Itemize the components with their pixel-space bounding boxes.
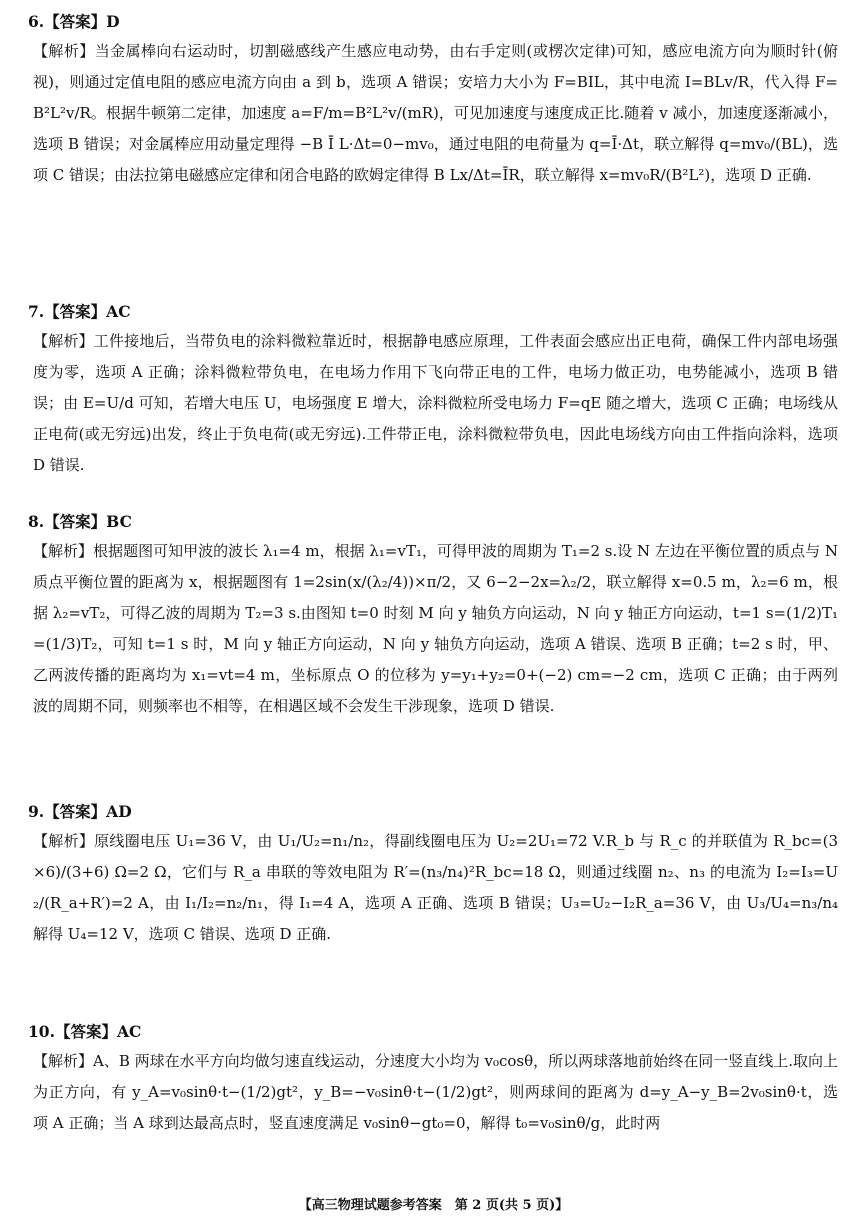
answer-label-q10: 10.【答案】AC: [28, 1022, 142, 1041]
answer-label-q9: 9.【答案】AD: [28, 802, 132, 821]
explanation-q9: 【解析】原线圈电压 U₁=36 V，由 U₁/U₂=n₁/n₂，得副线圈电压为 U₂=2U₁=72 V.R_b 与 R_c 的并联值为 R_bc=(3×6)/(3+6) Ω=2 Ω，它们与 R_a 串联的等效电阻为 R′=(n₃/n₄)²R_bc=18 Ω，则通过线圈 n₂、n₃ 的电流为 I₂=I₃=U₂/(R_a+R′)=2 A，由 I₁/I₂=n₂/n₁，得 I₁=4 A，选项 A 正确、选项 B 错误；U₃=U₂−I₂R_a=36 V，由 U₃/U₄=n₃/n₄ 解得 U₄=12 V，选项 C 错误、选项 D 正确.: [33, 832, 838, 943]
explanation-q7: 【解析】工件接地后，当带负电的涂料微粒靠近时，根据静电感应原理，工件表面会感应出正电荷，确保工件内部电场强度为零，选项 A 正确；涂料微粒带负电，在电场力作用下飞向带正电的工件，电场力做正功，电势能减小，选项 B 错误；由 E=U/d 可知，若增大电压 U，电场强度 E 增大，涂料微粒所受电场力 F=qE 随之增大，选项 C 正确；电场线从正电荷(或无穷远)出发，终止于负电荷(或无穷远).工件带正电，涂料微粒带负电，因此电场线方向由工件指向涂料，选项 D 错误.: [33, 332, 838, 474]
explanation-q10: 【解析】A、B 两球在水平方向均做匀速直线运动，分速度大小均为 v₀cosθ，所以两球落地前始终在同一竖直线上.取向上为正方向，有 y_A=v₀sinθ·t−(1/2)gt²，y_B=−v₀sinθ·t−(1/2)gt²，则两球间的距离为 d=y_A−y_B=2v₀sinθ·t，选项 A 正确；当 A 球到达最高点时，竖直速度满足 v₀sinθ−gt₀=0，解得 t₀=v₀sinθ/g，此时两: [33, 1052, 838, 1132]
explanation-q8: 【解析】根据题图可知甲波的波长 λ₁=4 m，根据 λ₁=vT₁，可得甲波的周期为 T₁=2 s.设 N 左边在平衡位置的质点与 N 质点平衡位置的距离为 x，根据题图有 1=2sin(x/(λ₂/4))×π/2，又 6−2−2x=λ₂/2，联立解得 x=0.5 m，λ₂=6 m，根据 λ₂=vT₂，可得乙波的周期为 T₂=3 s.由图知 t=0 时刻 M 向 y 轴负方向运动，N 向 y 轴正方向运动，t=1 s=(1/2)T₁=(1/3)T₂，可知 t=1 s 时，M 向 y 轴正方向运动，N 向 y 轴负方向运动，选项 A 错误、选项 B 正确；t=2 s 时，甲、乙两波传播的距离均为 x₁=vt=4 m，坐标原点 O 的位移为 y=y₁+y₂=0+(−2) cm=−2 cm，选项 C 正确；由于两列波的周期不同，则频率也不相等，在相遇区域不会发生干涉现象，选项 D 错误.: [33, 542, 838, 715]
explanation-q6: 【解析】当金属棒向右运动时，切割磁感线产生感应电动势，由右手定则(或楞次定律)可知，感应电流方向为顺时针(俯视)，则通过定值电阻的感应电流方向由 a 到 b，选项 A 错误；安培力大小为 F=BIL，其中电流 I=BLv/R，代入得 F=B²L²v/R。根据牛顿第二定律，加速度 a=F/m=B²L²v/(mR)，可见加速度与速度成正比.随着 v 减小，加速度逐渐减小，选项 B 错误；对金属棒应用动量定理得 −B Ī L·Δt=0−mv₀，通过电阻的电荷量为 q=Ī·Δt，联立解得 q=mv₀/(BL)，选项 C 错误；由法拉第电磁感应定律和闭合电路的欧姆定律得 B Lx/Δt=ĪR，联立解得 x=mv₀R/(B²L²)，选项 D 正确.: [33, 42, 838, 184]
answer-label-q8: 8.【答案】BC: [28, 512, 132, 531]
answer-label-q7: 7.【答案】AC: [28, 302, 131, 321]
page-footer: 【高三物理试题参考答案 第 2 页(共 5 页)】: [298, 1198, 569, 1213]
answer-label-q6: 6.【答案】D: [28, 12, 120, 31]
